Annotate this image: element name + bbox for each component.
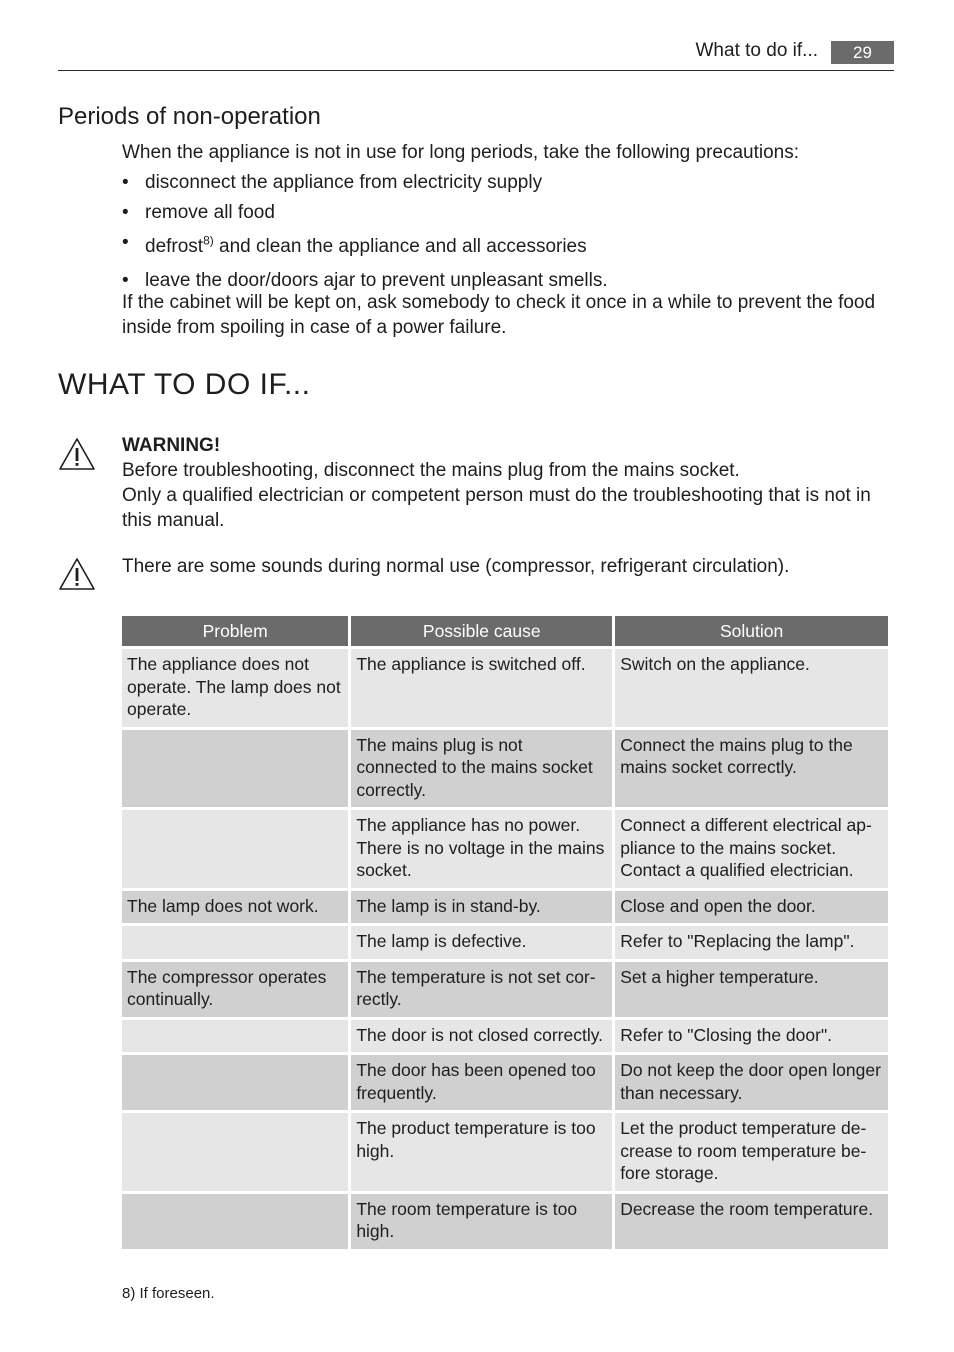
table-row xyxy=(122,810,888,888)
problem-cell xyxy=(122,926,348,959)
table-row xyxy=(122,730,888,808)
problem-cell: The appliance does not operate. The lamp does not operate. xyxy=(122,649,348,727)
problem-cell: The lamp does not work. xyxy=(122,891,348,924)
warning-label: WARNING! xyxy=(122,435,221,456)
cause-cell: The lamp is defective. xyxy=(351,926,612,959)
problem-cell xyxy=(122,1020,348,1053)
bullet-icon: • xyxy=(122,270,129,291)
cause-cell: The appliance is switched off. xyxy=(351,649,612,727)
list-item: • leave the door/doors ajar to prevent unpleasant smells. xyxy=(122,270,608,291)
table-row xyxy=(122,926,888,959)
non-operation-followup: If the cabinet will be kept on, ask somebody to check it once in a while to prevent the food inside from spoiling in case of a power failure. xyxy=(122,292,876,338)
bullet-icon: • xyxy=(122,172,129,193)
cause-cell: The mains plug is not connected to the mains socket correctly. xyxy=(351,730,612,808)
problem-cell xyxy=(122,1194,348,1249)
what-to-do-heading: WHAT TO DO IF... xyxy=(58,368,311,401)
table-header-row xyxy=(122,616,888,646)
list-item: • remove all food xyxy=(122,202,275,223)
solution-cell: Let the product temperature de-crease to room temperature be-fore storage. xyxy=(615,1113,888,1191)
page-header xyxy=(58,38,894,71)
table-row xyxy=(122,649,888,727)
problem-cell xyxy=(122,1113,348,1191)
caution-triangle-icon xyxy=(58,557,96,591)
table-row xyxy=(122,1113,888,1191)
footnote-ref: 8) xyxy=(203,233,214,248)
solution-cell: Refer to "Replacing the lamp". xyxy=(615,926,888,959)
solution-cell: Close and open the door. xyxy=(615,891,888,924)
warning-text-2: Only a qualified electrician or competent person must do the troubleshooting that is not in this manual. xyxy=(122,485,871,531)
solution-cell: Connect the mains plug to the mains socket correctly. xyxy=(615,730,888,808)
cause-cell: The appliance has no power. There is no voltage in the mains socket. xyxy=(351,810,612,888)
table-row xyxy=(122,1194,888,1249)
cause-cell: The door is not closed correctly. xyxy=(351,1020,612,1053)
solution-cell: Decrease the room temperature. xyxy=(615,1194,888,1249)
sounds-note: There are some sounds during normal use (compressor, refrigerant circulation). xyxy=(122,556,790,577)
cause-cell: The lamp is in stand-by. xyxy=(351,891,612,924)
non-operation-intro: When the appliance is not in use for long periods, take the following precautions: xyxy=(122,142,800,163)
cause-cell: The temperature is not set cor-rectly. xyxy=(351,962,612,1017)
bullet-icon: • xyxy=(122,202,129,223)
problem-cell xyxy=(122,730,348,808)
solution-cell: Connect a different electrical ap-pliance to the mains socket. Contact a qualified electrician. xyxy=(615,810,888,888)
table-row xyxy=(122,1055,888,1110)
non-operation-heading: Periods of non-operation xyxy=(58,103,321,130)
table-row xyxy=(122,1020,888,1053)
cause-cell: The room temperature is too high. xyxy=(351,1194,612,1249)
solution-cell: Do not keep the door open longer than necessary. xyxy=(615,1055,888,1110)
column-header-problem: Problem xyxy=(122,616,348,646)
table-row xyxy=(122,891,888,924)
precautions-list xyxy=(122,171,608,299)
problem-cell: The compressor operates continually. xyxy=(122,962,348,1017)
table-row xyxy=(122,962,888,1017)
column-header-solution: Solution xyxy=(615,616,888,646)
list-item: • disconnect the appliance from electricity supply xyxy=(122,172,543,193)
warning-text-1: Before troubleshooting, disconnect the mains plug from the mains socket. xyxy=(122,460,740,481)
warning-block xyxy=(122,433,894,533)
header-section-title: What to do if... xyxy=(695,40,818,61)
page-number-badge: 29 xyxy=(831,41,894,64)
footnote: 8) If foreseen. xyxy=(122,1285,215,1302)
column-header-cause: Possible cause xyxy=(351,616,612,646)
solution-cell: Set a higher temperature. xyxy=(615,962,888,1017)
troubleshooting-table xyxy=(119,613,891,1252)
list-item: • defrost$^{8)}$ and clean the appliance and all accessories xyxy=(122,232,587,257)
solution-cell: Refer to "Closing the door". xyxy=(615,1020,888,1053)
problem-cell xyxy=(122,810,348,888)
problem-cell xyxy=(122,1055,348,1110)
warning-triangle-icon xyxy=(58,437,96,471)
cause-cell: The door has been opened too frequently. xyxy=(351,1055,612,1110)
solution-cell: Switch on the appliance. xyxy=(615,649,888,727)
cause-cell: The product temperature is too high. xyxy=(351,1113,612,1191)
bullet-icon: • xyxy=(122,232,129,253)
